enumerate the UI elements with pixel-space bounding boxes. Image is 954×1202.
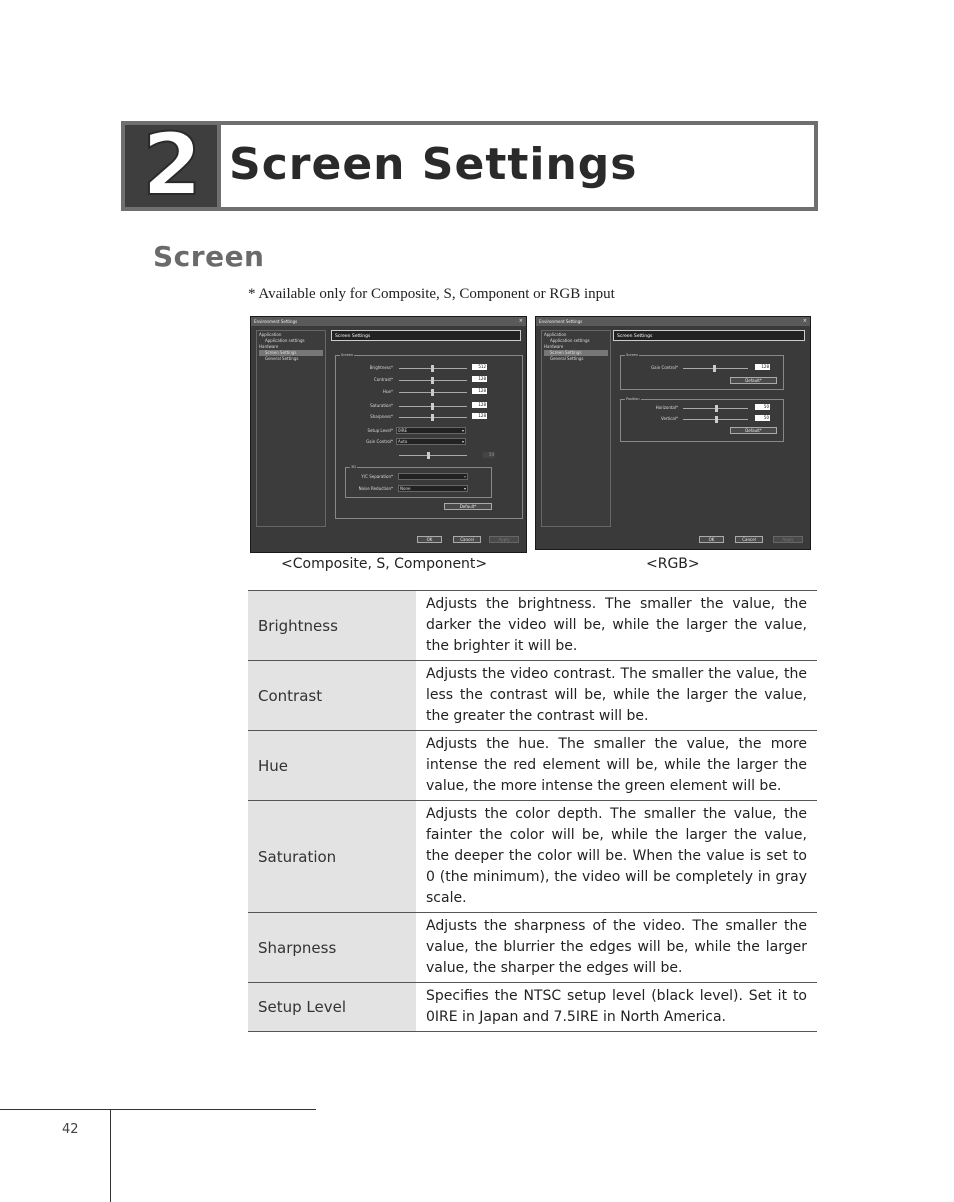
description-cell: Adjusts the video contrast. The smaller the value, the less the contrast will be, while the larger the value, the greater the contrast will be.: [416, 661, 817, 731]
brightness-value[interactable]: 512: [472, 364, 487, 370]
window-titlebar: [536, 317, 810, 326]
vertical-label: Vertical*: [661, 416, 678, 421]
setup-level-label: Setup Level*: [367, 428, 393, 433]
tree-item[interactable]: General Settings: [265, 356, 299, 361]
hue-slider[interactable]: [399, 392, 467, 393]
noise-reduction-select[interactable]: None ▾: [398, 485, 468, 492]
slider-label-contrast: Contrast*: [373, 377, 393, 382]
sharpness-slider[interactable]: [399, 417, 467, 418]
description-cell: Specifies the NTSC setup level (black level). Set it to 0IRE in Japan and 7.5IRE in North America.: [416, 983, 817, 1032]
footer-rule: [0, 1109, 316, 1110]
group-label: Position: [626, 397, 640, 401]
chapter-title: Screen Settings: [229, 139, 638, 190]
term-cell: Sharpness: [248, 913, 416, 983]
panel-title: Screen Settings: [331, 330, 521, 341]
term-cell: Hue: [248, 731, 416, 801]
caption-composite: <Composite, S, Component>: [281, 556, 488, 572]
horizontal-label: Horizontal*: [655, 405, 678, 410]
settings-tree: [256, 330, 326, 527]
description-cell: Adjusts the sharpness of the video. The smaller the value, the blurrier the edges will be, while the larger value, the sharper the edges will be.: [416, 913, 817, 983]
caption-rgb: <RGB>: [646, 556, 700, 572]
description-cell: Adjusts the hue. The smaller the value, the more intense the red element will be, while the larger the value, the more intense the green element will be.: [416, 731, 817, 801]
footer-divider: [110, 1109, 111, 1202]
screen-group: [620, 355, 784, 390]
3d-group: [345, 467, 492, 498]
sharpness-value[interactable]: 128: [472, 413, 487, 419]
gain-control-slider[interactable]: [683, 368, 748, 369]
table-row: [248, 661, 817, 731]
yc-separation-label: Y/C Separation*: [361, 474, 393, 479]
slider-label-hue: Hue*: [382, 389, 393, 394]
ok-button[interactable]: OK: [699, 536, 724, 543]
chapter-banner: [121, 115, 818, 215]
setup-level-select[interactable]: 0IRE ▾: [396, 427, 466, 434]
table-row: [248, 983, 817, 1032]
slider-label-saturation: Saturation*: [370, 403, 393, 408]
gain-control-label: Gain Control*: [651, 365, 678, 370]
term-cell: Contrast: [248, 661, 416, 731]
table-row: [248, 591, 817, 661]
hue-value[interactable]: 128: [472, 388, 487, 394]
group-label: 3D: [351, 465, 356, 469]
cancel-button[interactable]: Cancel: [453, 536, 481, 543]
window-title: Environment Settings: [254, 319, 298, 324]
table-row: [248, 801, 817, 913]
chapter-title-box: [221, 125, 814, 207]
vertical-value[interactable]: 50: [755, 415, 770, 421]
gain-value[interactable]: 50: [483, 452, 495, 458]
default-button[interactable]: Default*: [730, 377, 777, 384]
brightness-slider[interactable]: [399, 368, 467, 369]
contrast-value[interactable]: 128: [472, 376, 487, 382]
apply-button[interactable]: Apply: [489, 536, 519, 543]
chapter-number: 2: [142, 115, 200, 215]
tree-item-selected[interactable]: Screen Settings: [544, 350, 608, 356]
gain-control-select[interactable]: Auto ▾: [396, 438, 466, 445]
close-icon[interactable]: ×: [518, 318, 523, 324]
saturation-slider[interactable]: [399, 406, 467, 407]
tree-item[interactable]: Hardware: [544, 344, 564, 349]
availability-note: * Available only for Composite, S, Component or RGB input: [248, 286, 615, 302]
screenshot-rgb: [535, 316, 811, 550]
table-row: [248, 913, 817, 983]
page-number: 42: [62, 1122, 79, 1137]
tree-item-selected[interactable]: Screen Settings: [259, 350, 323, 356]
window-titlebar: [251, 317, 526, 326]
panel-title: Screen Settings: [613, 330, 805, 341]
section-title: Screen: [153, 240, 265, 273]
window-title: Environment Settings: [539, 319, 583, 324]
term-cell: Brightness: [248, 591, 416, 661]
tree-item[interactable]: Application: [544, 332, 567, 337]
screenshot-composite: [250, 316, 527, 553]
tree-item[interactable]: Hardware: [259, 344, 279, 349]
term-cell: Setup Level: [248, 983, 416, 1032]
chapter-number-box: [125, 115, 217, 215]
settings-table: [248, 590, 817, 1032]
vertical-slider[interactable]: [683, 419, 748, 420]
tree-item[interactable]: Application settings: [550, 338, 590, 343]
group-label: Screen: [341, 353, 354, 357]
default-button[interactable]: Default*: [444, 503, 492, 510]
contrast-slider[interactable]: [399, 380, 467, 381]
horizontal-slider[interactable]: [683, 408, 748, 409]
gain-control-value[interactable]: 128: [755, 364, 770, 370]
description-cell: Adjusts the color depth. The smaller the value, the fainter the color will be, while the larger the value, the deeper the color will be. When the value is set to 0 (the minimum), the video will be completely in gray scale.: [416, 801, 817, 913]
tree-item[interactable]: General Settings: [550, 356, 584, 361]
slider-label-brightness: Brightness*: [369, 365, 393, 370]
tree-item[interactable]: Application settings: [265, 338, 305, 343]
gain-slider[interactable]: [399, 455, 467, 456]
close-icon[interactable]: ×: [802, 318, 807, 324]
default-button[interactable]: Default*: [730, 427, 777, 434]
group-label: Screen: [626, 353, 639, 357]
apply-button[interactable]: Apply: [773, 536, 803, 543]
horizontal-value[interactable]: 50: [755, 404, 770, 410]
tree-item[interactable]: Application: [259, 332, 282, 337]
term-cell: Saturation: [248, 801, 416, 913]
gain-control-label: Gain Control*: [366, 439, 393, 444]
slider-label-sharpness: Sharpness*: [370, 414, 393, 419]
description-cell: Adjusts the brightness. The smaller the value, the darker the video will be, while the larger the value, the brighter it will be.: [416, 591, 817, 661]
settings-tree: [541, 330, 611, 527]
cancel-button[interactable]: Cancel: [735, 536, 763, 543]
ok-button[interactable]: OK: [417, 536, 442, 543]
saturation-value[interactable]: 128: [472, 402, 487, 408]
noise-reduction-label: Noise Reduction*: [358, 486, 393, 491]
yc-separation-select[interactable]: [398, 473, 468, 480]
table-row: [248, 731, 817, 801]
